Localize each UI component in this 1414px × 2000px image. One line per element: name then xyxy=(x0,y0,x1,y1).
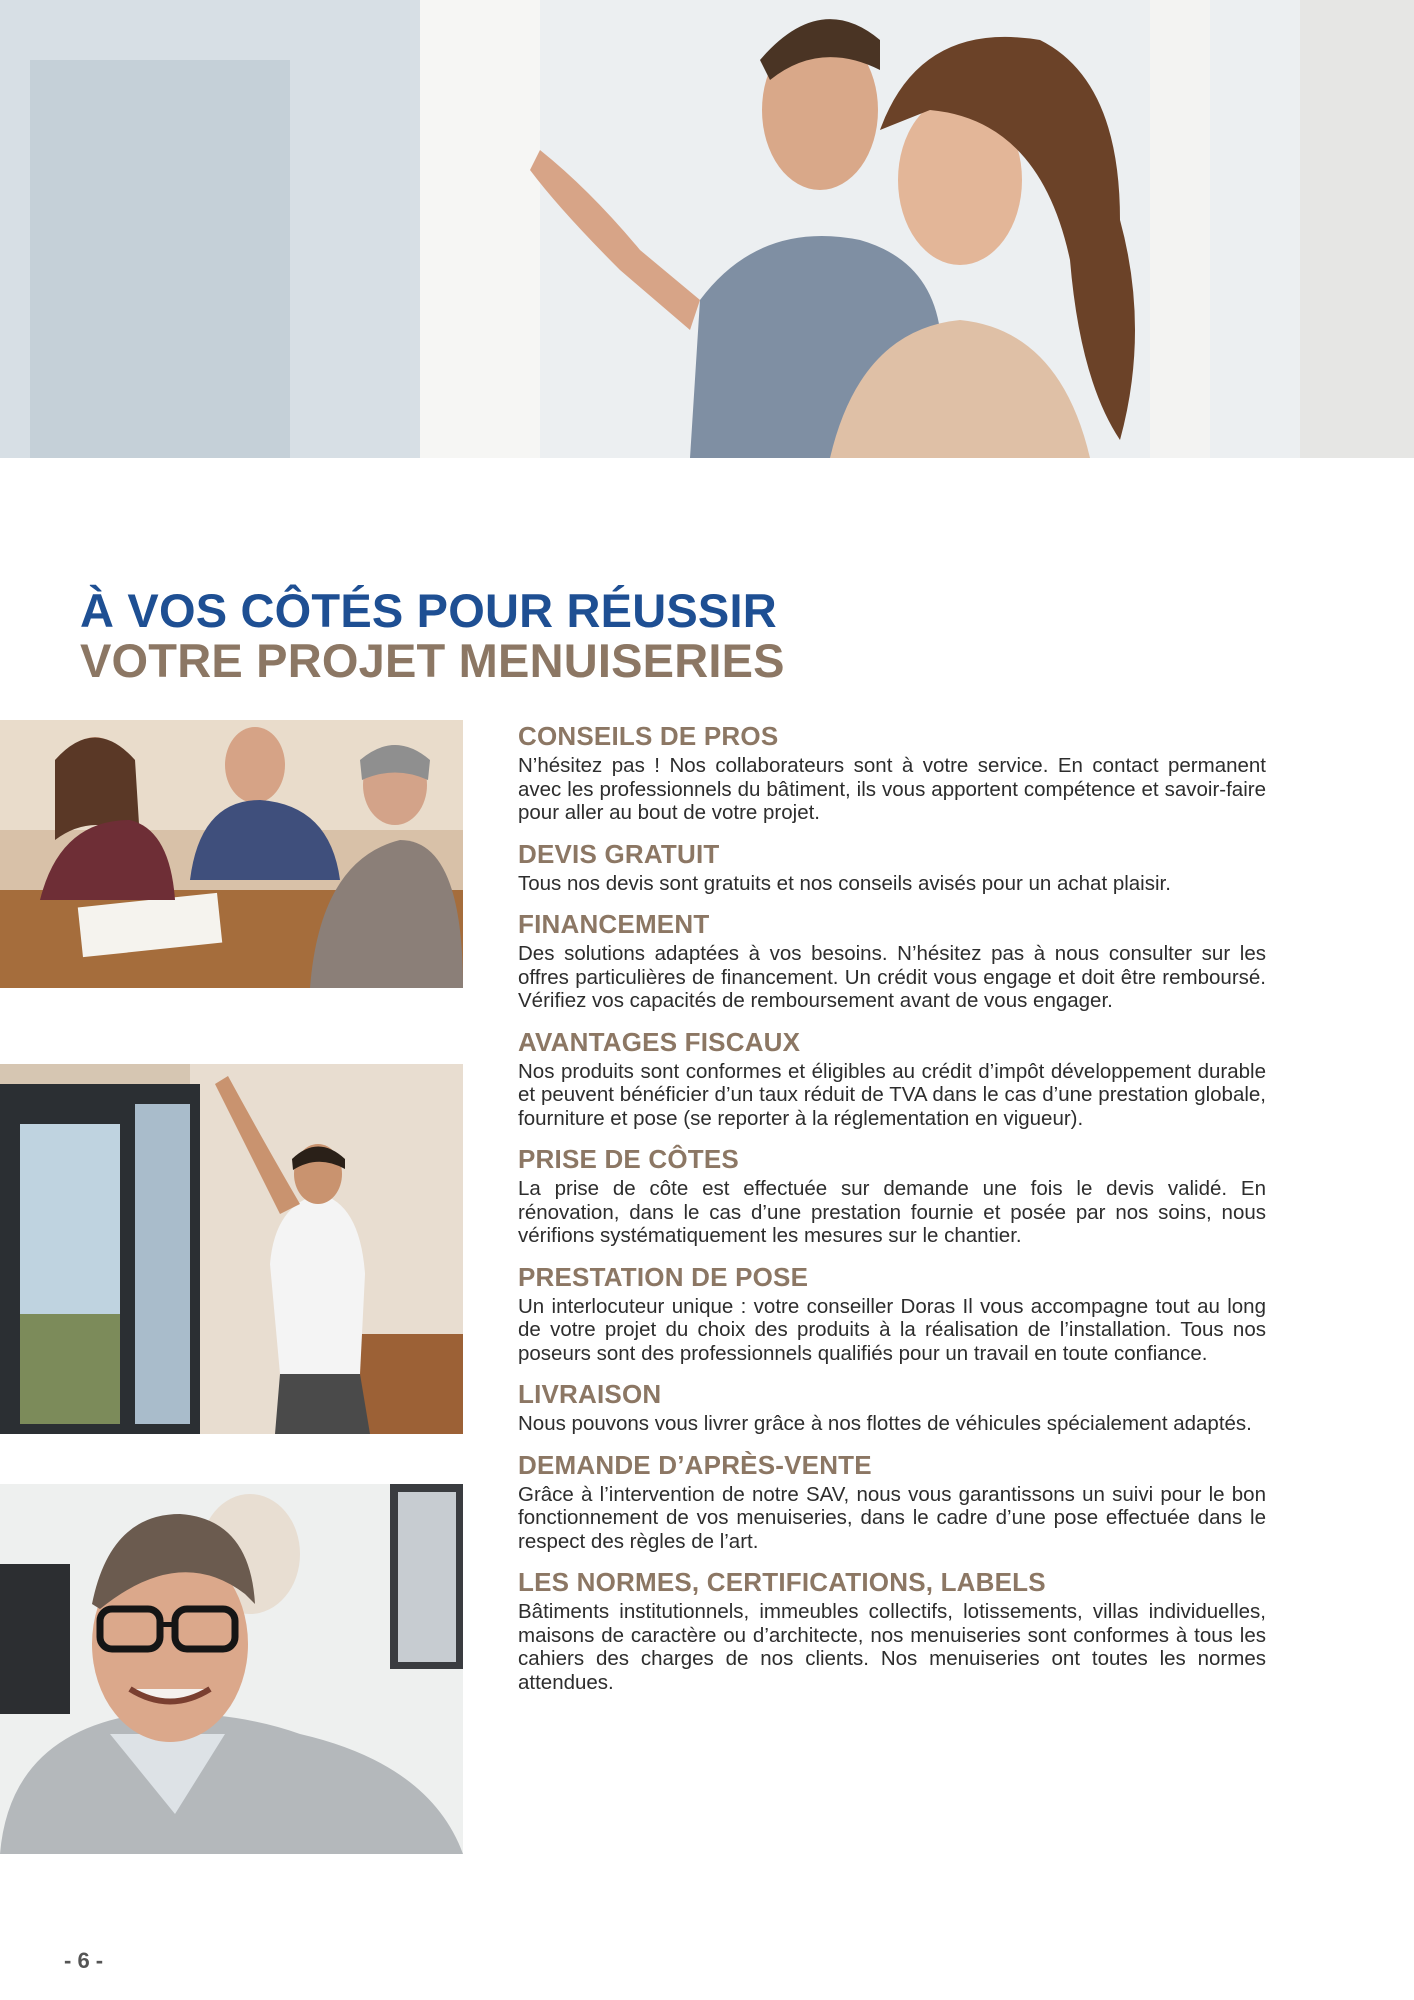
section-text: La prise de côte est effectuée sur demande une fois le devis validé. En rénovation, dans le cas d’une prestation fournie et posée par nos soins, nous vérifions systématiquement les mesures sur le chantier. xyxy=(518,1177,1266,1247)
section-devis-gratuit xyxy=(518,838,1266,896)
section-text: Tous nos devis sont gratuits et nos conseils avisés pour un achat plaisir. xyxy=(518,871,1171,895)
section-title: CONSEILS DE PROS xyxy=(518,721,779,751)
section-prestation-de-pose xyxy=(518,1261,1266,1366)
section-prise-de-cotes xyxy=(518,1143,1266,1248)
section-conseils-de-pros xyxy=(518,720,1266,825)
section-text: Des solutions adaptées à vos besoins. N’hésitez pas à nous consulter sur les offres particulières de financement. Un crédit vous engage et doit être remboursé. Vérifiez vos capacités de remboursement avant de vous engager. xyxy=(518,942,1266,1012)
section-demande-apres-vente xyxy=(518,1449,1266,1554)
section-title: FINANCEMENT xyxy=(518,909,710,939)
advisor-photo xyxy=(0,1484,463,1854)
hero-photo xyxy=(0,0,1414,458)
services-list xyxy=(518,720,1266,1694)
section-title: DEVIS GRATUIT xyxy=(518,838,720,869)
section-text: Un interlocuteur unique : votre conseiller Doras Il vous accompagne tout au long de votre projet du choix des produits à la réalisation de l’installation. Tous nos poseurs sont des professionnels qualifiés pour un travail en toute confiance. xyxy=(518,1294,1266,1365)
consultation-photo xyxy=(0,720,463,988)
page-headline xyxy=(80,586,785,686)
section-financement xyxy=(518,908,1266,1013)
section-title: PRESTATION DE POSE xyxy=(518,1261,809,1292)
section-text: Bâtiments institutionnels, immeubles collectifs, lotissements, villas individuelles, maisons de caractère ou d’architecte, nos menuiseries sont conformes à tous les cahiers des charges de nos clients. Nos menuiseries ont toutes les normes attendues. xyxy=(518,1600,1266,1694)
section-title: DEMANDE D’APRÈS-VENTE xyxy=(518,1449,872,1480)
headline-line-1: À VOS CÔTÉS POUR RÉUSSIR xyxy=(80,584,777,637)
section-title: LES NORMES, CERTIFICATIONS, LABELS xyxy=(518,1567,1046,1597)
page-number: - 6 - xyxy=(64,1948,104,1973)
headline-line-2: VOTRE PROJET MENUISERIES xyxy=(80,634,785,687)
section-title: PRISE DE CÔTES xyxy=(518,1144,739,1174)
installer-photo xyxy=(0,1064,463,1434)
section-avantages-fiscaux xyxy=(518,1026,1266,1131)
section-title: LIVRAISON xyxy=(518,1379,662,1409)
section-text: Grâce à l’intervention de notre SAV, nous vous garantissons un suivi pour le bon fonctionnement de vos menuiseries, dans le cadre d’une pose effectuée dans le respect des règles de l’art. xyxy=(518,1482,1266,1553)
section-title: AVANTAGES FISCAUX xyxy=(518,1026,801,1057)
section-text: Nous pouvons vous livrer grâce à nos flottes de véhicules spécialement adaptés. xyxy=(518,1412,1252,1435)
section-text: N’hésitez pas ! Nos collaborateurs sont à votre service. En contact permanent avec les professionnels du bâtiment, ils vous apportent compétence et savoir-faire pour aller au bout de votre projet. xyxy=(518,754,1266,824)
section-normes-certifications-labels xyxy=(518,1566,1266,1694)
section-text: Nos produits sont conformes et éligibles au crédit d’impôt développement durable et peuvent bénéficier d’un taux réduit de TVA dans le cas d’une prestation globale, fourniture et pose (se reporter à la réglementation en vigueur). xyxy=(518,1059,1266,1130)
section-livraison xyxy=(518,1378,1266,1436)
